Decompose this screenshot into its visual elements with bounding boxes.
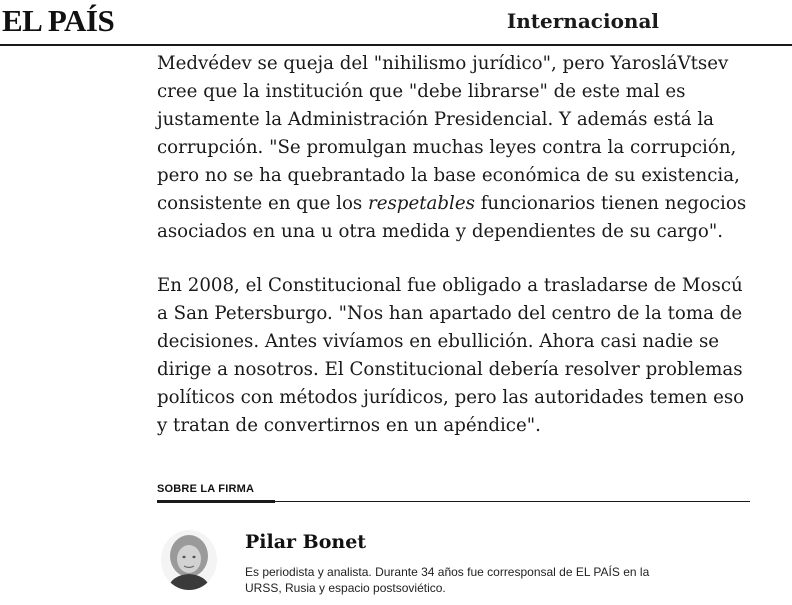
header-divider	[0, 44, 792, 46]
author-section-accent	[157, 500, 275, 503]
author-portrait-icon	[161, 530, 217, 590]
about-author-label: SOBRE LA FIRMA	[157, 483, 255, 495]
article-paragraph: En 2008, el Constitucional fue obligado a trasladarse de Moscú a San Petersburgo. "Nos han apartado del centro de la toma de decisiones. Antes vivíamos en ebullición. Ahora casi nadie se dirige a nosotros. El Constitucional debería resolver problemas políticos con métodos jurídicos, pero las autoridades temen eso y tratan de convertirnos en un apéndice".	[157, 275, 745, 436]
author-bio: Es periodista y analista. Durante 34 años fue corresponsal de EL PAÍS en la URSS, Rusia y espacio postsoviético.	[245, 565, 650, 595]
emphasis-text: respetables	[368, 193, 475, 214]
site-header	[0, 0, 792, 44]
el-pais-logo[interactable]: EL PAÍS	[2, 3, 115, 38]
author-name[interactable]: Pilar Bonet	[245, 531, 367, 553]
article-body	[157, 50, 757, 440]
paragraph-text: Medvédev se queja del "nihilismo jurídico", pero YarosláVtsev cree que la institución que "debe librarse" de este mal es justamente la Administración Presidencial. Y además está la corrupción. "Se promulgan muchas leyes contra la corrupción, pero no se ha quebrantado la base económica de su existencia, consistente en que los	[157, 53, 740, 214]
paragraph-text: funcionarios tienen negocios asociados en una u otra medida y dependientes de su cargo".	[157, 193, 747, 242]
section-title[interactable]: Internacional	[506, 9, 659, 33]
article-paragraph	[157, 50, 757, 246]
author-avatar[interactable]	[161, 530, 217, 590]
